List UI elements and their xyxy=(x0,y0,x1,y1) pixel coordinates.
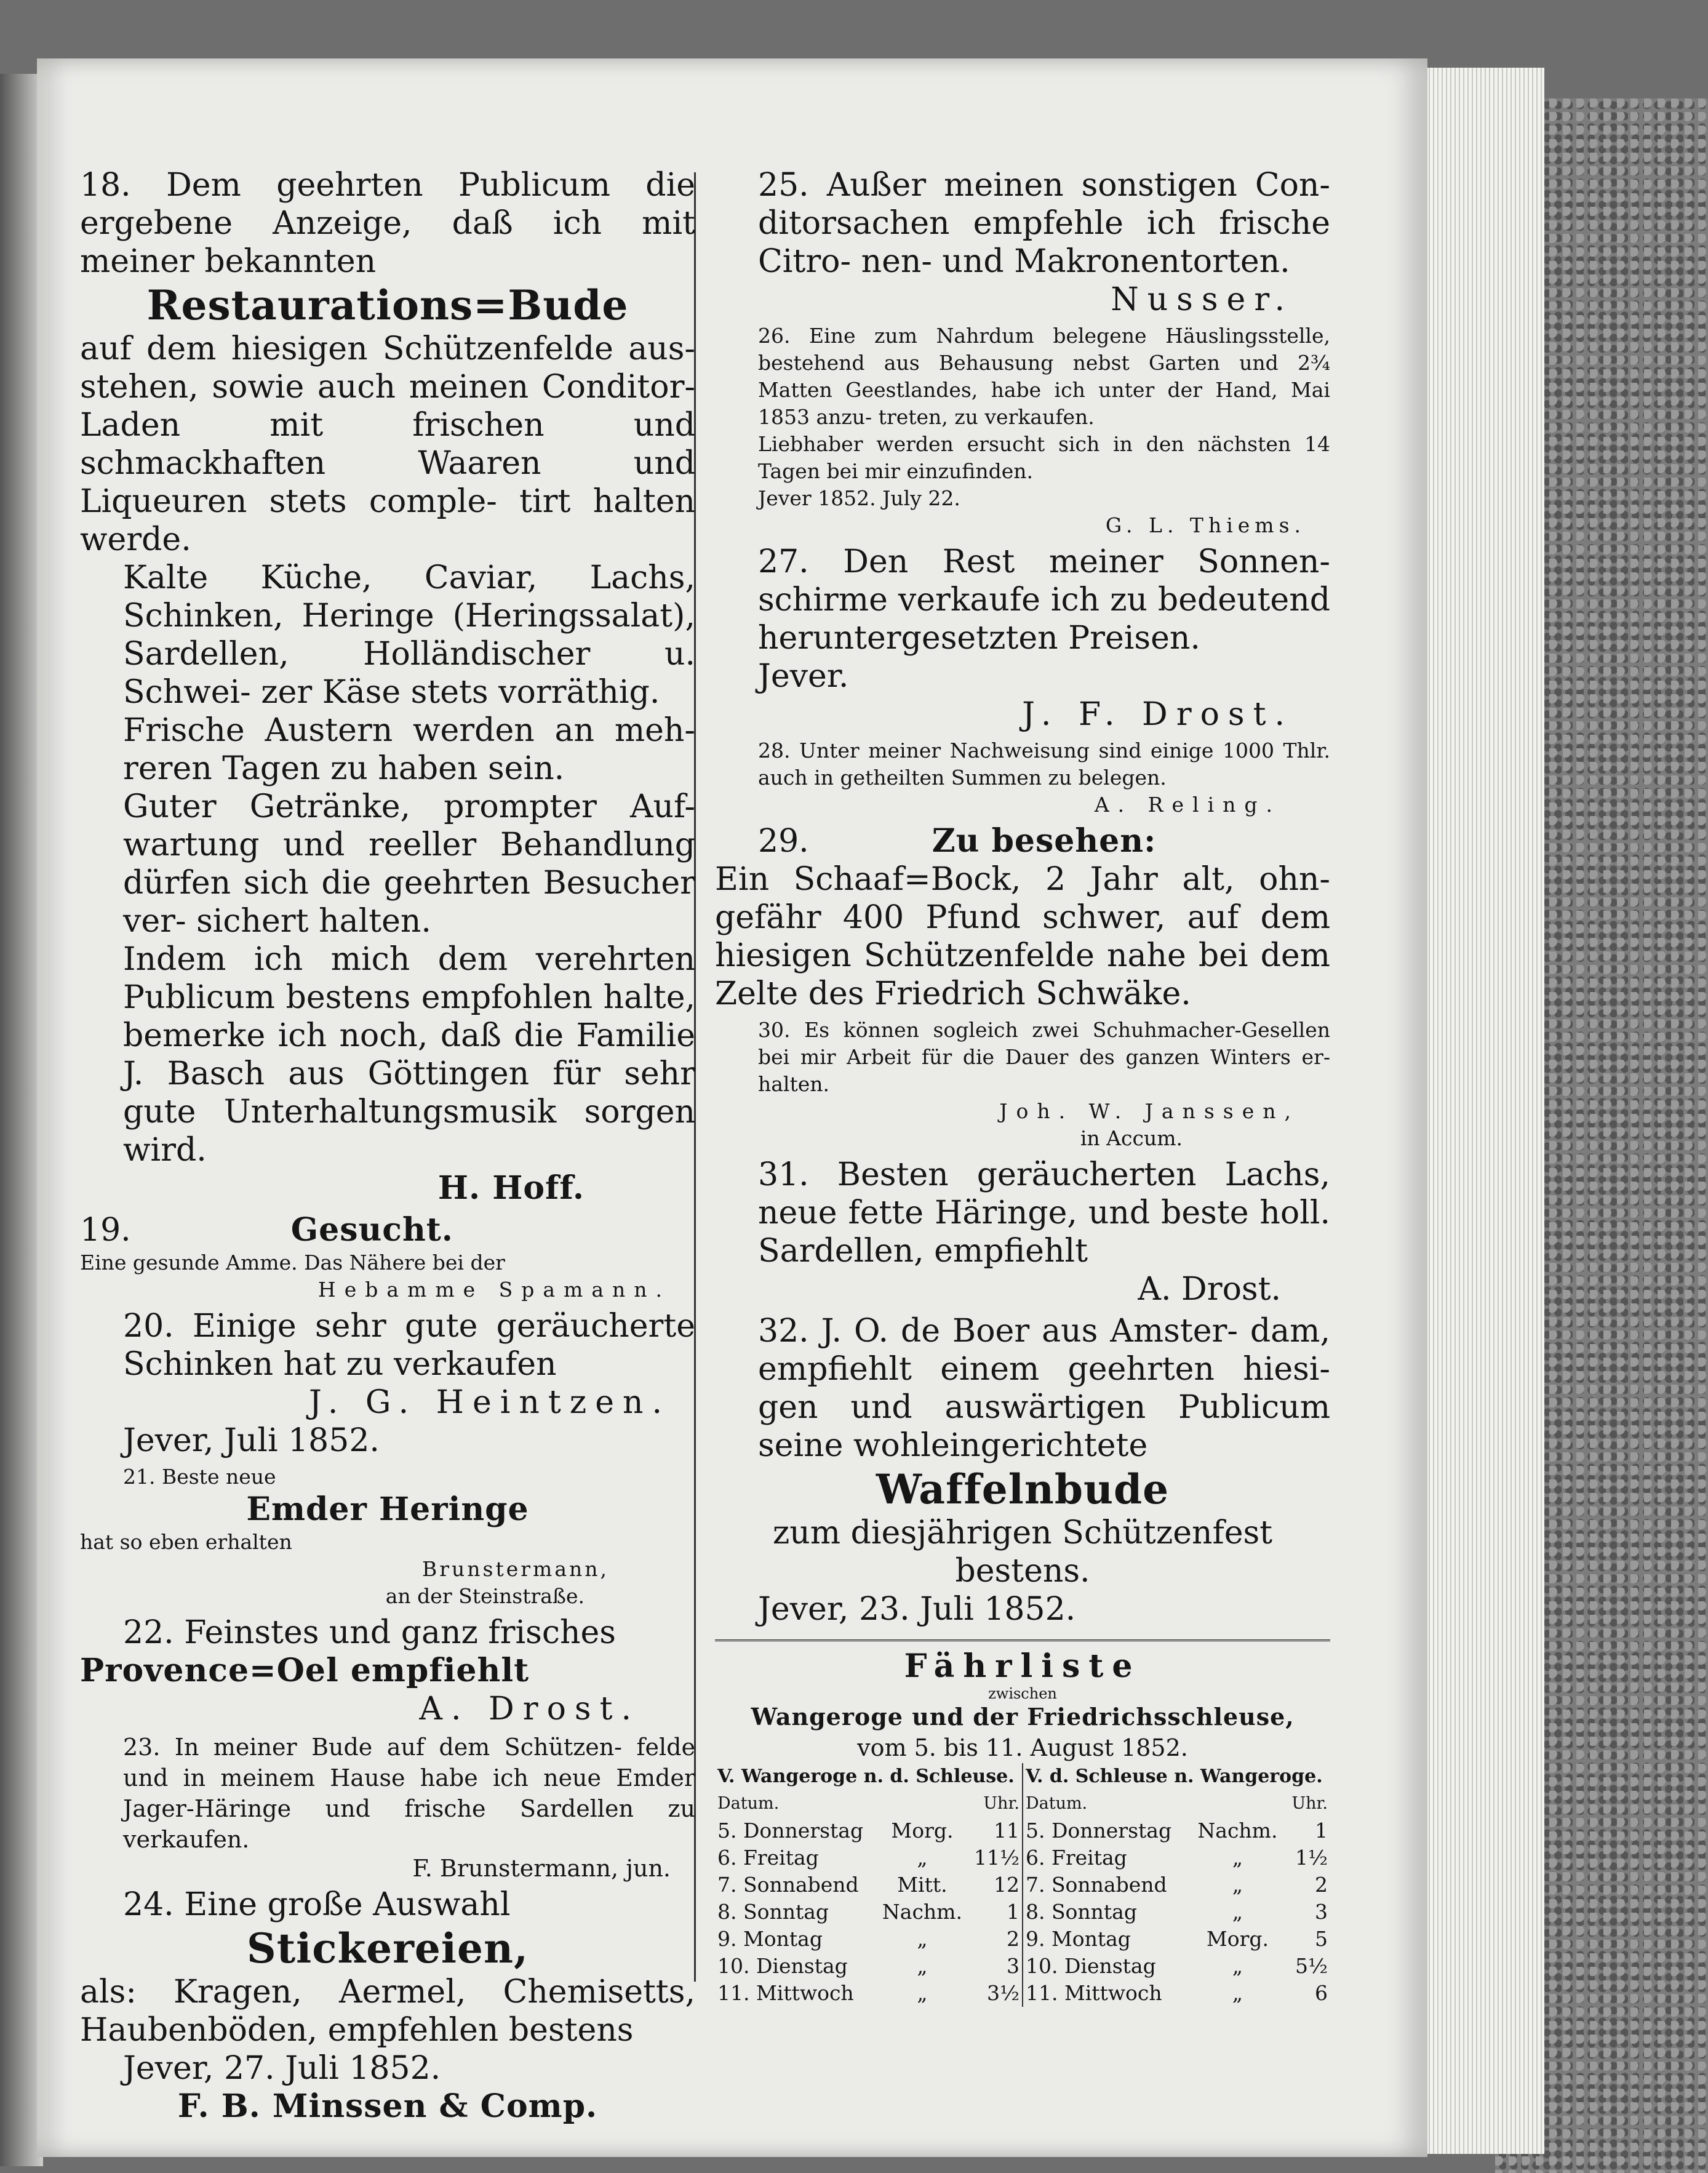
faehrliste-between: zwischen xyxy=(988,1685,1057,1702)
ad-24-heading: Stickereien, xyxy=(247,1924,529,1972)
faehrliste xyxy=(715,1647,1330,2007)
faehrliste-col-date-left: Datum. xyxy=(717,1794,780,1813)
ad-29-text: Ein Schaaf=Bock, 2 Jahr alt, ohn- gefähr 400 Pfund schwer, auf dem hiesigen Schützenfelde nahe bei dem Zelte des Friedrich Schwäke. xyxy=(715,861,1330,1012)
departure-day-left: 5. Donnerstag xyxy=(717,1819,864,1843)
ad-24-dateline: Jever, 27. Juli 1852. xyxy=(123,2050,441,2087)
ad-20-text: 20. Einige sehr gute geräucherte Schinken hat zu verkaufen xyxy=(123,1308,695,1383)
ad-22-signature: A. Drost. xyxy=(419,1691,640,1727)
ad-18-text5: Guter Getränke, prompter Auf- wartung und reeller Behandlung dürfen sich die geehrten Besucher ver- sichert halten. xyxy=(123,788,695,940)
hour-left: 3½ xyxy=(968,1980,1023,2007)
ad-32-text1: 32. J. O. de Boer aus Amster- dam, empfiehlt einem geehrten hiesi- gen und auswärtigen Publicum seine wohleingerichtete xyxy=(758,1313,1330,1464)
faehrliste-table xyxy=(715,1763,1330,2007)
ad-24-signature: F. B. Minssen & Comp. xyxy=(177,2087,598,2125)
hour-left: 12 xyxy=(968,1871,1023,1899)
ad-32-dateline: Jever, 23. Juli 1852. xyxy=(758,1591,1076,1628)
ad-29-heading: Zu besehen: xyxy=(932,822,1157,860)
ad-23-text: 23. In meiner Bude auf dem Schützen- felde und in meinem Hause habe ich neue Emder Jager-Häringe und frische Sardellen zu verkaufen. xyxy=(123,1734,695,1853)
table-row xyxy=(715,1926,1330,1953)
ad-18-text2: auf dem hiesigen Schützenfelde aus- stehen, sowie auch meinen Conditor- Laden mit frischen und schmackhaften Waaren und Liqueuren stets comple- tirt halten werde. xyxy=(80,330,695,558)
ad-21 xyxy=(80,1463,695,1610)
ad-31 xyxy=(715,1156,1330,1308)
ad-25 xyxy=(715,166,1330,319)
ad-27-signature: J. F. Drost. xyxy=(1022,696,1293,733)
ad-18 xyxy=(80,166,695,1207)
time-of-day-left: Morg. xyxy=(891,1819,954,1843)
time-of-day-right: „ xyxy=(1232,1981,1243,2005)
ad-20-signature: J. G. Heintzen. xyxy=(309,1384,671,1421)
ad-21-sig2: an der Steinstraße. xyxy=(385,1584,585,1608)
faehrliste-rule xyxy=(715,1639,1330,1641)
ad-21-text1: 21. Beste neue xyxy=(123,1465,276,1489)
ad-32 xyxy=(715,1312,1330,1628)
table-row xyxy=(715,1980,1330,2007)
time-of-day-right: Morg. xyxy=(1206,1927,1269,1951)
ad-28-text: 28. Unter meiner Nachweisung sind einige 1000 Thlr. auch in getheilten Summen zu belegen. xyxy=(758,738,1330,790)
ad-31-text: 31. Besten geräucherten Lachs, neue fette Häringe, und beste holl. Sardellen, empfiehlt xyxy=(758,1156,1330,1270)
ad-19-heading: Gesucht. xyxy=(290,1211,453,1249)
departure-day-left: 11. Mittwoch xyxy=(717,1981,854,2005)
ad-21-text2: hat so eben erhalten xyxy=(80,1530,292,1554)
faehrliste-title: Fährliste xyxy=(904,1647,1141,1685)
faehrliste-dates: vom 5. bis 11. August 1852. xyxy=(857,1734,1188,1761)
ad-30 xyxy=(715,1017,1330,1152)
hour-left: 11½ xyxy=(968,1844,1023,1871)
ad-18-text3: Kalte Küche, Caviar, Lachs, Schinken, Heringe (Heringssalat), Sardellen, Holländischer u. Schwei- zer Käse stets vorräthig. xyxy=(123,559,695,711)
ad-32-text2: zum diesjährigen Schützenfest bestens. xyxy=(772,1515,1273,1590)
ad-28 xyxy=(715,737,1330,818)
ad-22-text1: 22. Feinstes und ganz frisches xyxy=(123,1614,616,1651)
departure-day-right: 10. Dienstag xyxy=(1025,1954,1156,1978)
departure-day-left: 8. Sonntag xyxy=(717,1900,829,1924)
page-stack-edge xyxy=(1421,68,1544,2154)
ad-24-text1: 24. Eine große Auswahl xyxy=(123,1886,511,1923)
time-of-day-right: „ xyxy=(1232,1954,1243,1978)
ad-19-text: Eine gesunde Amme. Das Nähere bei der xyxy=(80,1251,505,1275)
ad-19-signature: Hebamme Spamann. xyxy=(317,1278,671,1302)
ad-18-text6: Indem ich mich dem verehrten Publicum bestens empfohlen halte, bemerke ich noch, daß die Familie J. Basch aus Göttingen für sehr gute Unterhaltungsmusik sorgen wird. xyxy=(123,941,695,1169)
table-row xyxy=(715,1817,1330,1844)
departure-day-right: 5. Donnerstag xyxy=(1025,1819,1172,1843)
time-of-day-left: „ xyxy=(917,1927,928,1951)
ad-30-text: 30. Es können sogleich zwei Schuhmacher-Gesellen bei mir Arbeit für die Dauer des ganzen Winters er- halten. xyxy=(758,1018,1330,1096)
ad-20 xyxy=(80,1307,695,1460)
hour-right: 2 xyxy=(1315,1873,1328,1897)
faehrliste-head-left: V. Wangeroge n. d. Schleuse. xyxy=(715,1763,1023,1790)
ad-20-dateline: Jever, Juli 1852. xyxy=(123,1422,380,1459)
ad-23-signature: F. Brunstermann, jun. xyxy=(412,1855,671,1882)
departure-day-left: 7. Sonnabend xyxy=(717,1873,859,1897)
departure-day-left: 6. Freitag xyxy=(717,1846,819,1870)
ad-24 xyxy=(80,1886,695,2126)
ad-18-signature: H. Hoff. xyxy=(437,1169,585,1207)
ad-26-signature: G. L. Thiems. xyxy=(1105,513,1306,537)
ad-27 xyxy=(715,543,1330,734)
ad-25-text: 25. Außer meinen sonstigen Con- ditorsachen empfehle ich frische Citro- nen- und Makronentorten. xyxy=(758,167,1330,280)
ad-32-heading: Waffelnbude xyxy=(876,1465,1170,1513)
ad-19-number: 19. xyxy=(80,1212,131,1249)
time-of-day-left: „ xyxy=(917,1954,928,1978)
ad-22 xyxy=(80,1614,695,1728)
table-row xyxy=(715,1871,1330,1899)
ad-25-signature: Nusser. xyxy=(1111,281,1293,318)
ad-29-number: 29. xyxy=(758,823,809,860)
right-column xyxy=(715,166,1330,2007)
departure-day-left: 9. Montag xyxy=(717,1927,823,1951)
faehrliste-rows xyxy=(715,1817,1330,2007)
ad-28-signature: A. Reling. xyxy=(1094,793,1281,817)
ad-26-text1: 26. Eine zum Nahrdum belegene Häuslingsstelle, bestehend aus Behausung nebst Garten und 2¾ Matten Geestlandes, habe ich unter der Hand, Mai 1853 anzu- treten, zu verkaufen. xyxy=(758,324,1330,429)
departure-day-right: 11. Mittwoch xyxy=(1025,1981,1162,2005)
hour-right: 3 xyxy=(1315,1900,1328,1924)
departure-day-right: 6. Freitag xyxy=(1025,1846,1127,1870)
hour-left: 3 xyxy=(968,1953,1023,1980)
ad-27-place: Jever. xyxy=(758,658,849,695)
hour-right: 1 xyxy=(1315,1819,1328,1843)
ad-27-text: 27. Den Rest meiner Sonnen- schirme verkaufe ich zu bedeutend heruntergesetzten Preisen. xyxy=(758,543,1330,657)
left-column xyxy=(80,166,695,2129)
faehrliste-head-right: V. d. Schleuse n. Wangeroge. xyxy=(1025,1766,1323,1787)
faehrliste-col-time-right: Uhr. xyxy=(1291,1794,1328,1813)
time-of-day-right: „ xyxy=(1232,1900,1243,1924)
hour-right: 6 xyxy=(1315,1981,1328,2005)
ad-26 xyxy=(715,322,1330,539)
departure-day-right: 7. Sonnabend xyxy=(1025,1873,1167,1897)
departure-day-left: 10. Dienstag xyxy=(717,1954,848,1978)
ad-18-heading: Restaurations=Bude xyxy=(146,281,629,329)
hour-left: 11 xyxy=(968,1817,1023,1844)
departure-day-right: 8. Sonntag xyxy=(1025,1900,1137,1924)
faehrliste-route: Wangeroge und der Friedrichsschleuse, xyxy=(751,1703,1295,1731)
ad-19 xyxy=(80,1211,695,1303)
ad-21-sig1: Brunstermann, xyxy=(422,1557,609,1581)
departure-day-right: 9. Montag xyxy=(1025,1927,1131,1951)
time-of-day-left: Nachm. xyxy=(882,1900,962,1924)
ad-26-dateline: Jever 1852. July 22. xyxy=(758,486,960,510)
time-of-day-right: „ xyxy=(1232,1846,1243,1870)
table-row xyxy=(715,1844,1330,1871)
time-of-day-left: „ xyxy=(917,1846,928,1870)
ad-30-sig2: in Accum. xyxy=(1080,1126,1183,1150)
hour-right: 1½ xyxy=(1295,1846,1328,1870)
faehrliste-col-date-right: Datum. xyxy=(1025,1794,1088,1813)
ad-18-text4: Frische Austern werden an meh- reren Tagen zu haben sein. xyxy=(123,712,695,787)
ad-30-sig1: Joh. W. Janssen, xyxy=(999,1099,1299,1123)
table-row xyxy=(715,1953,1330,1980)
time-of-day-right: Nachm. xyxy=(1197,1819,1278,1843)
ad-24-text2: als: Kragen, Aermel, Chemisetts, Haubenböden, empfehlen bestens xyxy=(80,1974,695,2049)
ad-18-text1: 18. Dem geehrten Publicum die ergebene Anzeige, daß ich mit meiner bekannten xyxy=(80,167,695,280)
hour-right: 5½ xyxy=(1295,1954,1328,1978)
ad-31-signature: A. Drost. xyxy=(1138,1271,1281,1308)
ad-26-text2: Liebhaber werden ersucht sich in den nächsten 14 Tagen bei mir einzufinden. xyxy=(758,432,1330,483)
hour-left: 1 xyxy=(968,1899,1023,1926)
table-row xyxy=(715,1899,1330,1926)
time-of-day-right: „ xyxy=(1232,1873,1243,1897)
ad-29 xyxy=(715,822,1330,1013)
time-of-day-left: „ xyxy=(917,1981,928,2005)
ad-21-heading: Emder Heringe xyxy=(246,1491,529,1528)
ad-23 xyxy=(80,1732,695,1882)
hour-right: 5 xyxy=(1315,1927,1328,1951)
time-of-day-left: Mitt. xyxy=(897,1873,948,1897)
faehrliste-col-time-left: Uhr. xyxy=(968,1790,1023,1817)
hour-left: 2 xyxy=(968,1926,1023,1953)
ad-22-text2: Provence=Oel empfiehlt xyxy=(80,1652,530,1689)
